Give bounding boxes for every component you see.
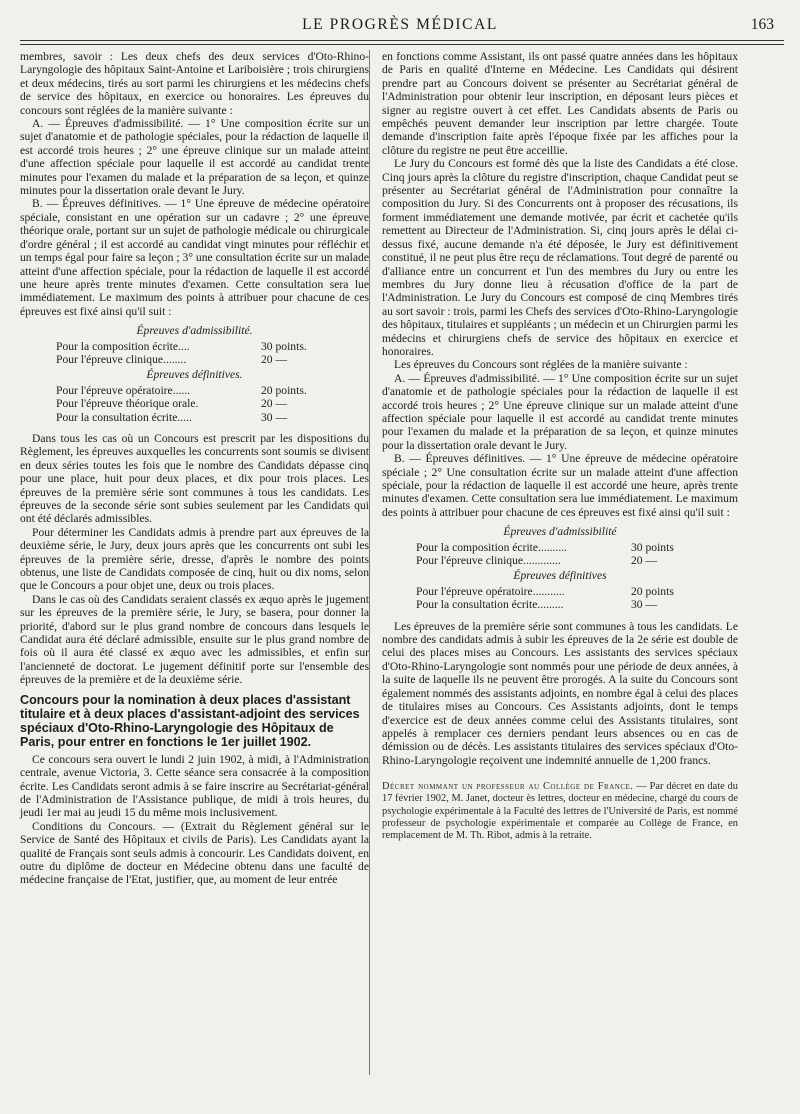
table-row (382, 554, 738, 567)
journal-title: LE PROGRÈS MÉDICAL (302, 16, 498, 33)
table-row (20, 397, 369, 410)
right-column (382, 50, 738, 842)
column-divider (369, 50, 370, 1075)
row-label: Pour l'épreuve clinique........ (56, 352, 187, 366)
row-value: 30 points. (261, 339, 307, 353)
paragraph: Pour déterminer les Candidats admis à prendre part aux épreuves de la deuxième série, le Jury, deux jours après que les concurrents ont subi les épreuves de la première série, dresse, d'après le nombre des points obtenus, une liste de Candidats composée de cinq, huit ou dix noms, selon que le Concours a pour objet une, deux ou trois places. (20, 525, 369, 593)
row-value: 20 — (261, 352, 288, 366)
header-rule (20, 40, 784, 45)
table-caption: Épreuves d'admissibilité. (136, 324, 253, 338)
row-value: 30 points (631, 540, 674, 554)
left-column (20, 50, 369, 887)
row-label: Pour l'épreuve théorique orale. (56, 397, 199, 411)
decree-notice (382, 781, 738, 842)
row-label: Pour la consultation écrite..... (56, 410, 192, 424)
table-row (20, 384, 369, 397)
paragraph: Les épreuves de la première série sont communes à tous les candidats. Le nombre des candidats admis à subir les épreuves de la 2e série est double de celui des places mises au Concours. Les assistants des services spéciaux d'Oto-Rhino-Laryngologie sont nommés pour une période de deux années, à la suite de laquelle ils ne peuvent être prorogés. A la suite du Concours sont également nommés des assistants adjoints, en nombre égal à celui des places de titulaires mises au Concours. Ces Assistants adjoints, dont le temps d'exercice est de deux années comme celui des Assistants titulaires, sont appelés à remplacer ces derniers pendant leurs absences ou en cas de démission ou de décès. Les assistants titulaires des services spéciaux d'Oto-Rhino-Laryngologie reçoivent une indemnité annuelle de 1,200 francs. (382, 619, 738, 767)
decree-body: — Par décret en date du 17 février 1902, M. Janet, docteur ès lettres, docteur en médecine, chargé du cours de psychologie expérimentale à la Faculté des lettres de l'Université de Paris, est nommé professeur de psychologie expérimentale et comparée au Collège de France, en remplacement de M. Th. Ribot, admis à la retraite. (382, 781, 738, 841)
paragraph: Dans tous les cas où un Concours est prescrit par les dispositions du Règlement, les épreuves auxquelles les concurrents sont soumis se divisent en deux séries toutes les fois que le nombre des Candidats dépasse cinq pour une place, huit pour deux places, et dix pour trois places. Les épreuves de la première série sont communes à tous les candidats. Les épreuves de la seconde série sont subies seulement par les Candidats qui ont été déclarés admissibles. (20, 431, 369, 526)
table-row (20, 340, 369, 353)
table-row (20, 353, 369, 366)
paragraph: en fonctions comme Assistant, ils ont passé quatre années dans les hôpitaux de Paris en qualité d'Interne en Médecine. Les Candidats qui désirent prendre part au Concours doivent se présenter au Secrétariat général de l'Administration pour obtenir leur inscription, en déposant leurs pièces et signer au registre ouvert à cet effet. Les Candidats absents de Paris ou empêchés peuvent demander leur inscription par lettre chargée. Toute demande d'inscription faite après l'époque fixée par les affiches pour la clôture du registre ne peut être acceillie. (382, 50, 738, 157)
table-row (382, 585, 738, 598)
paragraph: A. — Épreuves d'admissibilité. — 1° Une composition écrite sur un sujet d'anatomie et de pathologie spéciales pour la rédaction de laquelle il est accordé trois heures ; 2° Une épreuve clinique sur un malade atteint d'une affection spéciale pour laquelle il est accordé au candidat trente minutes pour l'examen du malade et la préparation de sa leçon, et quinze minutes pour la dissertation orale devant le Jury. (382, 371, 738, 452)
row-label: Pour l'épreuve clinique............. (416, 554, 561, 568)
points-table (382, 525, 738, 611)
row-value: 30 — (261, 410, 288, 424)
paragraph: B. — Épreuves définitives. — 1° Une épreuve de médecine opératoire spéciale ; 2° Une consultation écrite sur un malade atteint d'une affection spéciale, pour la rédaction de laquelle il est accordé une heure, après trente minutes d'examen. Cette consultation sera lue immédiatement. Le maximum des points à attribuer pour chacune de ces épreuves est fixé ainsi qu'il suit : (382, 452, 738, 519)
decree-heading: Décret nommant un professeur au Collège de France. (382, 781, 634, 793)
paragraph: membres, savoir : Les deux chefs des deux services d'Oto-Rhino-Laryngologie des hôpitaux Saint-Antoine et Lariboisière ; trois chirurgiens et deux médecins, tirés au sort parmi les chirurgiens et les médecins chefs de service des hôpitaux, en exercice ou honoraires. Les épreuves du concours sont réglées de la manière suivante : (20, 50, 369, 117)
points-table (20, 324, 369, 424)
section-heading: Concours pour la nomination à deux places d'assistant titulaire et à deux places d'assistant-adjoint des services spéciaux d'Oto-Rhino-Laryngologie des Hôpitaux de Paris, pour entrer en fonctions le 1er juillet 1902. (20, 692, 360, 749)
row-value: 20 — (261, 397, 288, 411)
row-value: 20 — (631, 554, 658, 568)
row-label: Pour l'épreuve opératoire........... (416, 584, 565, 598)
paragraph: Conditions du Concours. — (Extrait du Règlement général sur le Service de Santé des Hôpitaux et civils de Paris). Les Candidats ayant la qualité de Français sont seuls admis à concourir. Les Candidats doivent, en outre du diplôme de docteur en Médecine obtenu dans une faculté de médecine française de l'Etat, justifier, que, au moment de leur entrée (20, 819, 369, 887)
table-row (382, 541, 738, 554)
paragraph: Ce concours sera ouvert le lundi 2 juin 1902, à midi, à l'Administration centrale, avenue Victoria, 3. Cette séance sera consacrée à la composition écrite. Les Candidats seront admis à se faire inscrire au Secrétariat-général de l'Administration de l'Assistance publique, de midi à trois heures, du jeudi 1er mai au jeudi 15 du même mois inclusivement. (20, 752, 369, 820)
table-caption: Épreuves d'admissibilité (503, 525, 617, 539)
paragraph: Le Jury du Concours est formé dès que la liste des Candidats a été close. Cinq jours après la clôture du registre d'inscription, chaque Candidat peut se présenter au Secrétariat général de l'Administration pour connaître la composition du Jury. Si des Concurrents ont à proposer des récusations, ils forment immédiatement une demande motivée, par écrit et cachetée qu'ils remettent au Directeur de l'Administration. Si, cinq jours après le délai ci-dessus fixé, aucune demande n'a été déposée, le Jury est définitivement constitué, il ne peut plus être reçu de réclamations. Tout degré de parenté ou d'alliance entre un concurrent et l'un des membres du Jury ou entre les membres du Jury donne lieu à récusation d'office de la part de l'Administration. Le Jury du Concours est composé de cinq Membres tirés au sort savoir : trois, parmi les Chefs des services d'Oto-Rhino-Laryngologie des hôpitaux, titulaires et suppléants ; un médecin et un Chirurgien parmi les médecins et chirurgiens chefs de service des hôpitaux en exercice et honoraires. (382, 157, 738, 358)
paragraph: Les épreuves du Concours sont réglées de la manière suivante : (394, 358, 688, 372)
table-caption: Épreuves définitives (513, 569, 607, 583)
row-label: Pour la composition écrite.... (56, 339, 190, 353)
table-caption: Épreuves définitives. (146, 368, 243, 382)
row-value: 20 points. (261, 383, 307, 397)
row-label: Pour la composition écrite.......... (416, 540, 568, 554)
paragraph: Dans le cas où des Candidats seraient classés ex æquo après le jugement sur les épreuves de la première série, le Jury, se basera, pour donner la priorité, d'abord sur le plus grand nombre de concours dans lesquels le Candidat aura été déclaré admissible, ensuite sur le plus grand nombre de fois où il aura été classé ex æquo avec les admissibles, et enfin sur l'ancienneté de doctorat. Le jugement définitif porte sur l'ensemble des épreuves de la première et de la deuxième série. (20, 592, 369, 687)
row-label: Pour la consultation écrite......... (416, 598, 564, 612)
paragraph: A. — Épreuves d'admissibilité. — 1° Une composition écrite sur un sujet d'anatomie et de pathologie spéciales, pour la rédaction de laquelle il est accordé trois heures ; 2° une épreuve clinique sur un malade atteint d'une affection spéciale pour laquelle il est accordé au candidat trente minutes pour l'examen du malade et la préparation de sa leçon, et quinze minutes pour la dissertation orale devant le Jury. (20, 117, 369, 198)
row-value: 30 — (631, 598, 658, 612)
running-header (20, 14, 780, 40)
table-row (382, 598, 738, 611)
row-label: Pour l'épreuve opératoire...... (56, 383, 191, 397)
table-row (20, 411, 369, 424)
row-value: 20 points (631, 584, 674, 598)
page-number: 163 (750, 16, 774, 33)
paragraph: B. — Épreuves définitives. — 1° Une épreuve de médecine opératoire spéciale, consistant en une opération sur un cadavre ; 2° une épreuve théorique orale, portant sur un sujet de pathologie médicale ou chirurgicale d'ordre général ; il est accordé au candidat vingt minutes pour réfléchir et un temps égal pour faire sa leçon ; 3° une consultation écrite sur un malade atteint d'une affection spéciale, pour la rédaction de laquelle il est accordé une heure après trente minutes d'examen. Cette consultation sera lue immédiatement. Le maximum des points à attribuer pour chacune de ces épreuves est fixé ainsi qu'il suit : (20, 197, 369, 318)
